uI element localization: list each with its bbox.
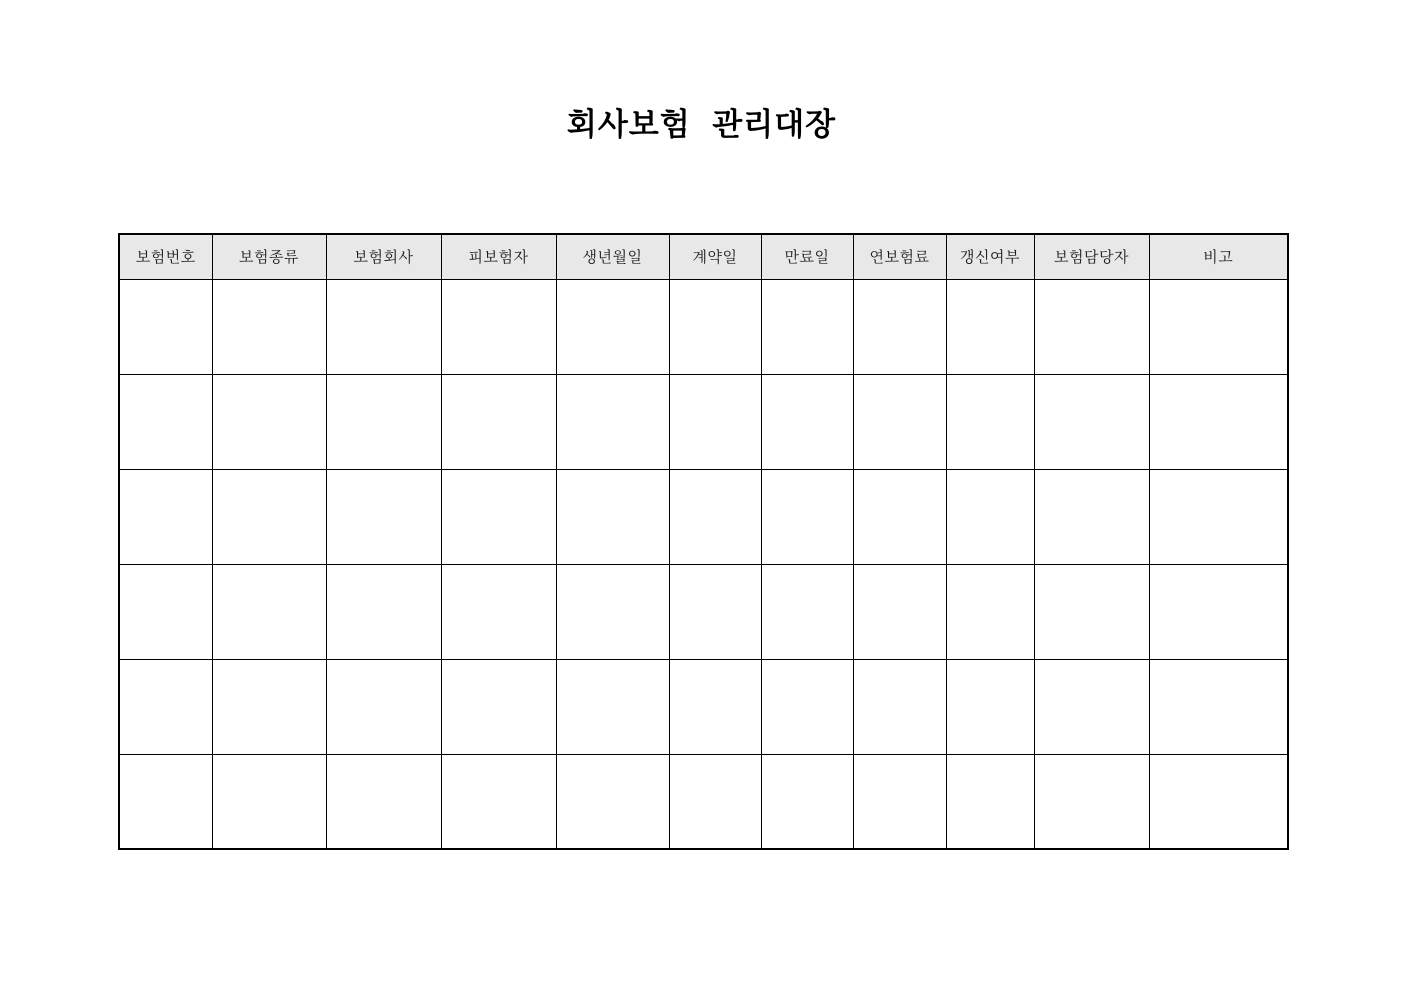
table-cell [853, 659, 946, 754]
table-cell [1034, 659, 1149, 754]
table-cell [946, 279, 1034, 374]
table-cell [556, 659, 669, 754]
table-cell [212, 279, 326, 374]
table-cell [119, 564, 212, 659]
table-row [119, 279, 1288, 374]
table-cell [119, 659, 212, 754]
table-cell [441, 659, 556, 754]
table-row [119, 659, 1288, 754]
table-cell [1034, 564, 1149, 659]
column-header-3: 보험회사 [326, 234, 441, 279]
insurance-ledger-table [118, 233, 1289, 850]
table-row [119, 374, 1288, 469]
column-header-9: 갱신여부 [946, 234, 1034, 279]
table-cell [441, 564, 556, 659]
table-cell [1149, 469, 1288, 564]
table-cell [946, 659, 1034, 754]
table-cell [946, 374, 1034, 469]
table-cell [853, 374, 946, 469]
table-cell [761, 754, 853, 849]
table-cell [212, 374, 326, 469]
table-cell [1034, 469, 1149, 564]
table-cell [556, 374, 669, 469]
table-cell [669, 279, 761, 374]
table-cell [761, 564, 853, 659]
table-cell [1149, 754, 1288, 849]
table-cell [669, 374, 761, 469]
table-cell [669, 754, 761, 849]
table-cell [212, 754, 326, 849]
table-cell [853, 564, 946, 659]
column-header-1: 보험번호 [119, 234, 212, 279]
table-header-row [119, 234, 1288, 279]
table-cell [212, 659, 326, 754]
column-header-11: 비고 [1149, 234, 1288, 279]
table-cell [1034, 279, 1149, 374]
table-cell [1149, 659, 1288, 754]
table-cell [853, 469, 946, 564]
column-header-8: 연보험료 [853, 234, 946, 279]
table-cell [326, 374, 441, 469]
table-cell [326, 754, 441, 849]
table-cell [212, 469, 326, 564]
table-cell [326, 659, 441, 754]
table-body [119, 279, 1288, 849]
table-row [119, 754, 1288, 849]
table-cell [119, 279, 212, 374]
table-cell [119, 754, 212, 849]
table-cell [119, 374, 212, 469]
table-row [119, 469, 1288, 564]
table-cell [761, 469, 853, 564]
table-cell [669, 564, 761, 659]
table-cell [946, 469, 1034, 564]
table-cell [946, 754, 1034, 849]
table-cell [441, 374, 556, 469]
table-cell [1034, 374, 1149, 469]
table-cell [326, 469, 441, 564]
table-cell [441, 754, 556, 849]
table-cell [556, 469, 669, 564]
table-cell [326, 564, 441, 659]
table-cell [556, 279, 669, 374]
table-cell [761, 374, 853, 469]
table-cell [119, 469, 212, 564]
column-header-10: 보험담당자 [1034, 234, 1149, 279]
table-cell [946, 564, 1034, 659]
table-cell [556, 754, 669, 849]
table-cell [441, 469, 556, 564]
table-cell [669, 659, 761, 754]
page-title: 회사보험 관리대장 [566, 107, 837, 142]
table-cell [761, 659, 853, 754]
column-header-6: 계약일 [669, 234, 761, 279]
table-cell [212, 564, 326, 659]
table-cell [1149, 374, 1288, 469]
table-cell [1149, 564, 1288, 659]
table-cell [853, 279, 946, 374]
column-header-5: 생년월일 [556, 234, 669, 279]
table-cell [326, 279, 441, 374]
table-cell [556, 564, 669, 659]
column-header-4: 피보험자 [441, 234, 556, 279]
column-header-7: 만료일 [761, 234, 853, 279]
table-cell [669, 469, 761, 564]
table-cell [761, 279, 853, 374]
table-cell [1149, 279, 1288, 374]
table-cell [1034, 754, 1149, 849]
table-cell [441, 279, 556, 374]
table-row [119, 564, 1288, 659]
column-header-2: 보험종류 [212, 234, 326, 279]
table-cell [853, 754, 946, 849]
